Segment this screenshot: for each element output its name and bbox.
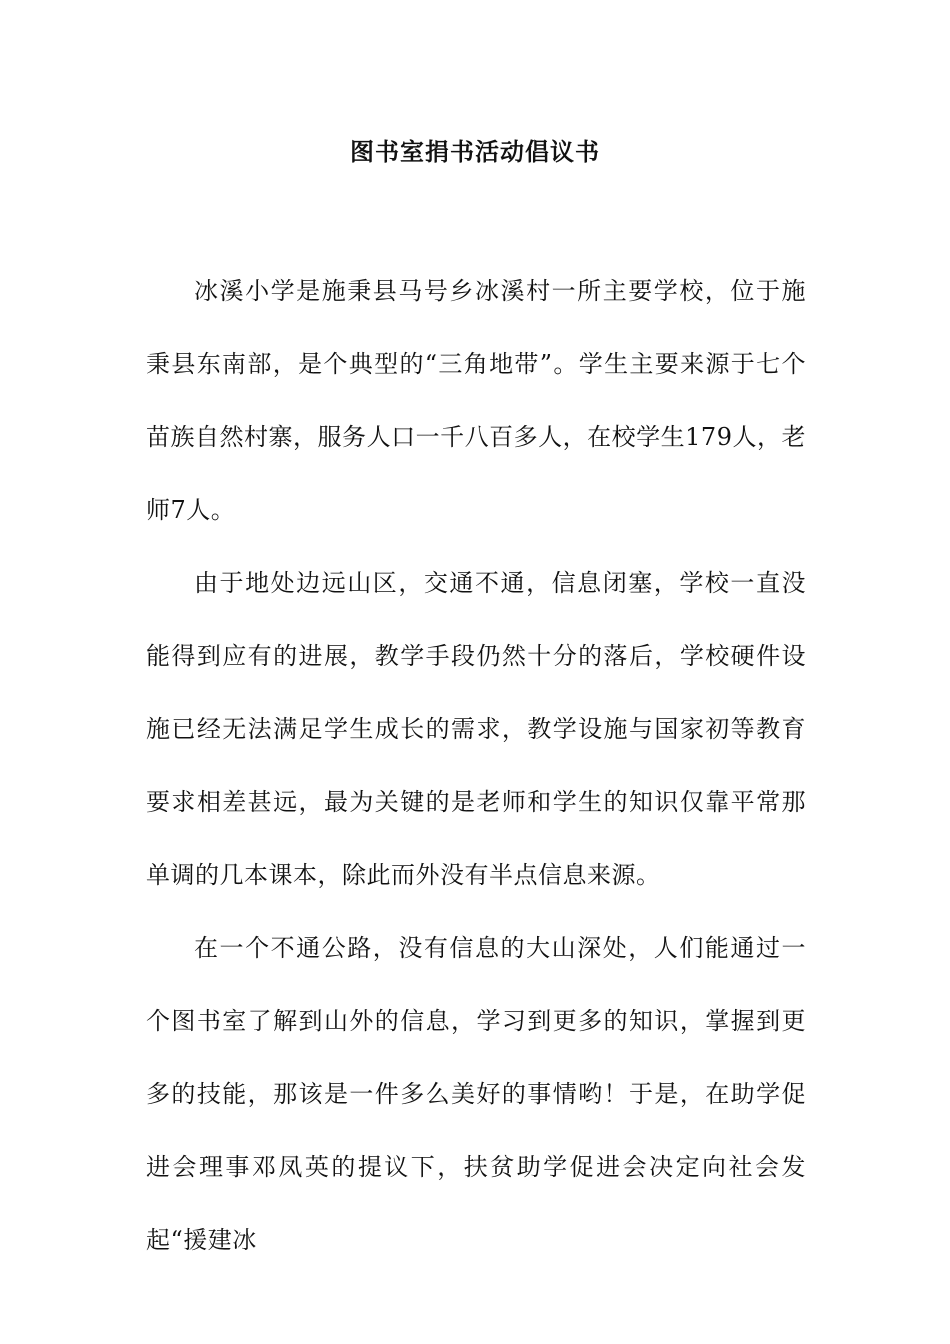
paragraph-1: 冰溪小学是施秉县马号乡冰溪村一所主要学校，位于施秉县东南部，是个典型的“三角地带”。学生主要来源于七个苗族自然村寨，服务人口一千八百多人，在校学生179人，老师7人。 [146, 277, 806, 524]
document-body [146, 255, 806, 1277]
paragraph-3: 在一个不通公路，没有信息的大山深处，人们能通过一个图书室了解到山外的信息，学习到更多的知识，掌握到更多的技能，那该是一件多么美好的事情哟！于是，在助学促进会理事邓凤英的提议下，扶贫助学促进会决定向社会发起“援建冰 [146, 934, 806, 1254]
paragraph-2: 由于地处边远山区，交通不通，信息闭塞，学校一直没能得到应有的进展，教学手段仍然十分的落后，学校硬件设施已经无法满足学生成长的需求，教学设施与国家初等教育要求相差甚远，最为关键的是老师和学生的知识仅靠平常那单调的几本课本，除此而外没有半点信息来源。 [146, 569, 806, 889]
document-title: 图书室捐书活动倡议书 [350, 138, 600, 166]
